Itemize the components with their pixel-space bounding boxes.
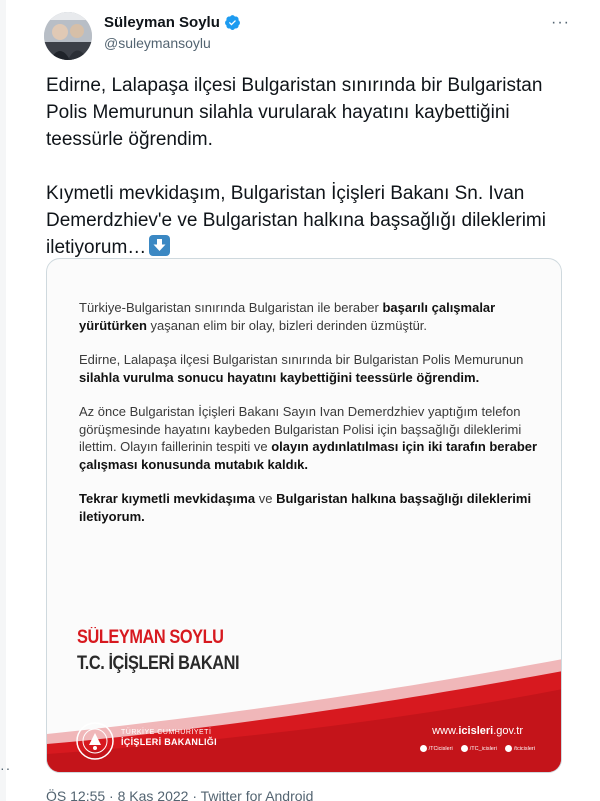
ministry-line-2: İÇİŞLERİ BAKANLIĞI	[121, 737, 217, 747]
signature-title: T.C. İÇİŞLERİ BAKANI	[77, 653, 240, 674]
down-arrow-emoji-icon	[149, 235, 170, 256]
avatar-photo-icon	[44, 12, 92, 60]
statement-p2-a: Edirne, Lalapaşa ilçesi Bulgaristan sınırında bir Bulgaristan Polis Memurunun	[79, 352, 524, 367]
facebook-icon	[420, 745, 427, 752]
author-display-name[interactable]: Süleyman Soylu	[104, 14, 220, 31]
ministry-line-1: TÜRKİYE CUMHURİYETİ	[121, 729, 212, 736]
social-facebook	[420, 745, 453, 752]
social-instagram	[505, 745, 535, 752]
instagram-icon	[505, 745, 512, 752]
more-options-icon[interactable]: ···	[551, 14, 570, 31]
social-instagram-label: /tcicisleri	[513, 745, 535, 752]
left-panel-edge	[0, 0, 6, 801]
website-prefix: www.	[432, 725, 459, 737]
left-more-icon[interactable]: ··	[0, 760, 12, 776]
tweet-timestamp[interactable]: ÖS 12:55 · 8 Kas 2022 · Twitter for Android	[46, 788, 314, 801]
social-twitter-label: /TC_icisleri	[469, 745, 497, 752]
statement-p3-bold: olayın aydınlatılması için iki tarafın beraber çalışması konusunda mutabık kaldık.	[79, 439, 538, 472]
statement-paragraph-3	[79, 403, 539, 473]
ministry-website	[432, 725, 523, 737]
statement-p4-bold-a: Tekrar kıymetli mevkidaşıma	[79, 491, 256, 506]
statement-text	[79, 299, 539, 542]
tweet-text	[46, 72, 566, 261]
statement-p1-a: Türkiye-Bulgaristan sınırında Bulgaristan ile beraber	[79, 300, 383, 315]
website-bold: icisleri	[458, 725, 494, 737]
verified-badge-icon	[224, 14, 241, 31]
statement-p2-bold: silahla vurulma sonucu hayatını kaybettiğini teessürle öğrendim.	[79, 369, 480, 385]
statement-p4-b: ve	[255, 491, 277, 506]
social-facebook-label: /TCicisleri	[428, 745, 453, 752]
tweet-paragraph-2-text: Kıymetli mevkidaşım, Bulgaristan İçişleri Bakanı Sn. Ivan Demerdzhiev'e ve Bulgaristan halkına başsağlığı dileklerimi iletiyorum…	[46, 183, 546, 258]
social-twitter	[461, 745, 497, 752]
statement-paragraph-4	[79, 490, 539, 525]
avatar[interactable]	[44, 12, 92, 60]
card-footer-wave	[47, 659, 562, 773]
statement-p3-a: Az önce Bulgaristan İçişleri Bakanı Sayın Ivan Demerdzhiev yaptığım telefon görüşmesinde hayatını kaybeden Bulgaristan Polisi için başsağlığı dileklerimi ilettim. Olayın faillerinin tespiti ve	[79, 404, 522, 454]
statement-p4-bold-c: Bulgaristan halkına başsağlığı dileklerimi iletiyorum.	[79, 491, 532, 524]
website-suffix: .gov.tr	[493, 725, 523, 737]
statement-p1-bold: başarılı çalışmalar yürütürken	[79, 300, 496, 333]
statement-paragraph-2	[79, 351, 539, 386]
twitter-icon	[461, 745, 468, 752]
statement-p1-c: yaşanan elim bir olay, bizleri derinden üzmüştür.	[146, 317, 428, 333]
tweet-paragraph-2	[46, 180, 566, 261]
ministry-emblem-icon	[75, 721, 115, 761]
author-handle[interactable]: @suleymansoylu	[104, 35, 211, 51]
signature-name: SÜLEYMAN SOYLU	[77, 627, 224, 648]
ministry-socials	[420, 745, 535, 752]
media-image-card[interactable]	[46, 258, 562, 773]
statement-paragraph-1	[79, 299, 539, 334]
ministry-name	[121, 729, 217, 747]
author-name-row[interactable]	[104, 14, 241, 31]
tweet-paragraph-1: Edirne, Lalapaşa ilçesi Bulgaristan sınırında bir Bulgaristan Polis Memurunun silahla vurularak hayatını kaybettiğini teessürle öğrendim.	[46, 75, 543, 150]
